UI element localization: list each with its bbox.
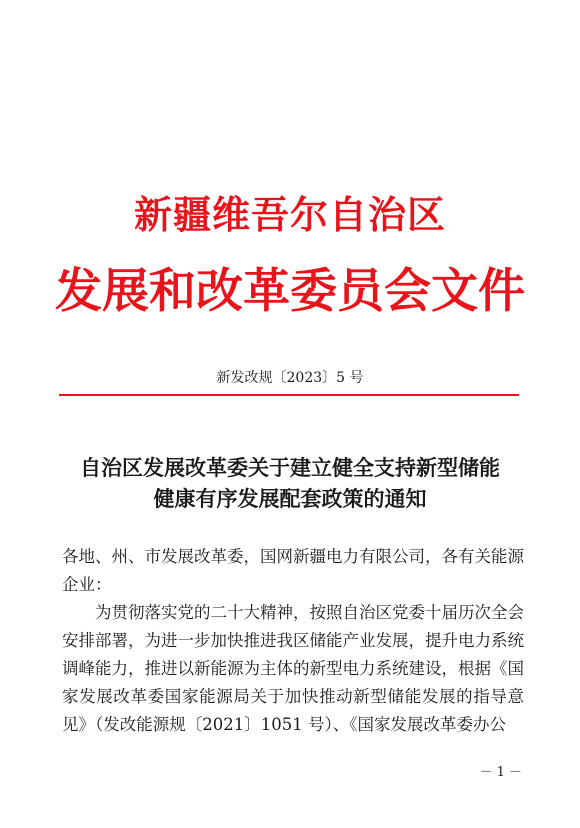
document-title: [50, 452, 530, 514]
document-number: 新发改规〔2023〕5 号: [216, 370, 364, 386]
body-paragraph-1: 为贯彻落实党的二十大精神，按照自治区党委十届历次全会安排部署，为进一步加快推进我区储能产业发展，提升电力系统调峰能力，推进以新能源为主体的新型电力系统建设，根据《国家发展改革委国家能源局关于加快推动新型储能发展的指导意见》（发改能源规〔2021〕1051 号）、《国家发展改革委办公: [62, 603, 524, 734]
issuing-authority-document-heading: 发展和改革委员会文件: [55, 264, 525, 319]
document-body: [62, 543, 524, 739]
document-title-line1: 自治区发展改革委关于建立健全支持新型储能: [80, 455, 500, 480]
document-title-line2: 健康有序发展配套政策的通知: [153, 486, 427, 511]
red-separator-rule: [59, 394, 519, 396]
recipients-paragraph: 各地、州、市发展改革委，国网新疆电力有限公司，各有关能源企业：: [62, 547, 524, 594]
issuing-authority-region: 新疆维吾尔自治区: [133, 192, 446, 237]
page-number: － 1 －: [479, 765, 522, 780]
